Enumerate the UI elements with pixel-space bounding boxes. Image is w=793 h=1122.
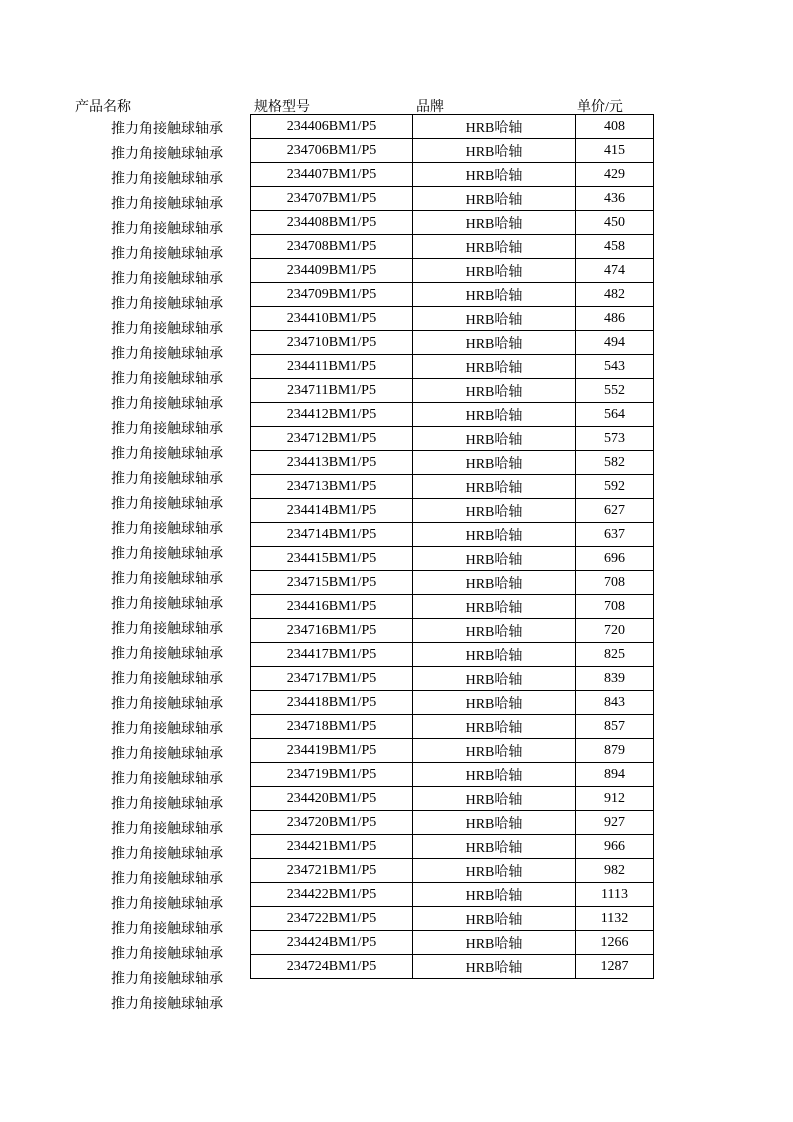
price-cell: 637 bbox=[576, 523, 654, 547]
brand-cell: HRB哈轴 bbox=[413, 379, 576, 403]
brand-cell: HRB哈轴 bbox=[413, 643, 576, 667]
model-cell: 234721BM1/P5 bbox=[251, 859, 413, 883]
model-cell: 234720BM1/P5 bbox=[251, 811, 413, 835]
brand-cell: HRB哈轴 bbox=[413, 259, 576, 283]
product-name-cell: 推力角接触球轴承 bbox=[111, 622, 223, 637]
product-name-cell: 推力角接触球轴承 bbox=[111, 847, 223, 862]
product-name-cell: 推力角接触球轴承 bbox=[111, 372, 223, 387]
brand-cell: HRB哈轴 bbox=[413, 859, 576, 883]
product-name-cell: 推力角接触球轴承 bbox=[111, 447, 223, 462]
model-cell: 234419BM1/P5 bbox=[251, 739, 413, 763]
model-cell: 234712BM1/P5 bbox=[251, 427, 413, 451]
brand-cell: HRB哈轴 bbox=[413, 619, 576, 643]
model-cell: 234417BM1/P5 bbox=[251, 643, 413, 667]
brand-cell: HRB哈轴 bbox=[413, 595, 576, 619]
price-cell: 458 bbox=[576, 235, 654, 259]
price-cell: 879 bbox=[576, 739, 654, 763]
table-row bbox=[251, 451, 654, 475]
price-cell: 474 bbox=[576, 259, 654, 283]
brand-cell: HRB哈轴 bbox=[413, 283, 576, 307]
product-name-cell: 推力角接触球轴承 bbox=[111, 797, 223, 812]
table-row bbox=[251, 115, 654, 139]
table-row bbox=[251, 403, 654, 427]
product-name-cell: 推力角接触球轴承 bbox=[111, 322, 223, 337]
table-row bbox=[251, 379, 654, 403]
price-cell: 582 bbox=[576, 451, 654, 475]
price-cell: 592 bbox=[576, 475, 654, 499]
table-row bbox=[251, 211, 654, 235]
price-cell: 482 bbox=[576, 283, 654, 307]
product-name-cell: 推力角接触球轴承 bbox=[111, 247, 223, 262]
table-row bbox=[251, 427, 654, 451]
brand-cell: HRB哈轴 bbox=[413, 667, 576, 691]
model-cell: 234724BM1/P5 bbox=[251, 955, 413, 979]
brand-cell: HRB哈轴 bbox=[413, 835, 576, 859]
price-cell: 1132 bbox=[576, 907, 654, 931]
table-row bbox=[251, 811, 654, 835]
price-cell: 843 bbox=[576, 691, 654, 715]
brand-cell: HRB哈轴 bbox=[413, 691, 576, 715]
brand-cell: HRB哈轴 bbox=[413, 955, 576, 979]
price-cell: 627 bbox=[576, 499, 654, 523]
table-row bbox=[251, 547, 654, 571]
product-name-cell: 推力角接触球轴承 bbox=[111, 222, 223, 237]
price-table bbox=[250, 114, 654, 979]
table-row bbox=[251, 475, 654, 499]
brand-cell: HRB哈轴 bbox=[413, 307, 576, 331]
model-cell: 234710BM1/P5 bbox=[251, 331, 413, 355]
brand-cell: HRB哈轴 bbox=[413, 811, 576, 835]
product-name-cell: 推力角接触球轴承 bbox=[111, 522, 223, 537]
product-name-cell: 推力角接触球轴承 bbox=[111, 347, 223, 362]
model-cell: 234715BM1/P5 bbox=[251, 571, 413, 595]
brand-cell: HRB哈轴 bbox=[413, 763, 576, 787]
table-row bbox=[251, 883, 654, 907]
table-row bbox=[251, 331, 654, 355]
table-header bbox=[0, 96, 793, 116]
table-row bbox=[251, 667, 654, 691]
brand-cell: HRB哈轴 bbox=[413, 403, 576, 427]
model-cell: 234420BM1/P5 bbox=[251, 787, 413, 811]
model-cell: 234415BM1/P5 bbox=[251, 547, 413, 571]
model-cell: 234413BM1/P5 bbox=[251, 451, 413, 475]
table-row bbox=[251, 787, 654, 811]
brand-cell: HRB哈轴 bbox=[413, 163, 576, 187]
product-name-cell: 推力角接触球轴承 bbox=[111, 472, 223, 487]
product-name-cell: 推力角接触球轴承 bbox=[111, 897, 223, 912]
price-cell: 543 bbox=[576, 355, 654, 379]
table-row bbox=[251, 739, 654, 763]
price-cell: 708 bbox=[576, 571, 654, 595]
price-cell: 552 bbox=[576, 379, 654, 403]
model-cell: 234414BM1/P5 bbox=[251, 499, 413, 523]
table-row bbox=[251, 283, 654, 307]
price-cell: 564 bbox=[576, 403, 654, 427]
table-row bbox=[251, 715, 654, 739]
model-cell: 234412BM1/P5 bbox=[251, 403, 413, 427]
brand-cell: HRB哈轴 bbox=[413, 907, 576, 931]
price-cell: 1266 bbox=[576, 931, 654, 955]
model-cell: 234708BM1/P5 bbox=[251, 235, 413, 259]
header-price: 单价/元 bbox=[577, 100, 623, 115]
table-row bbox=[251, 643, 654, 667]
price-cell: 982 bbox=[576, 859, 654, 883]
table-row bbox=[251, 259, 654, 283]
model-cell: 234707BM1/P5 bbox=[251, 187, 413, 211]
brand-cell: HRB哈轴 bbox=[413, 187, 576, 211]
price-cell: 927 bbox=[576, 811, 654, 835]
price-cell: 1113 bbox=[576, 883, 654, 907]
brand-cell: HRB哈轴 bbox=[413, 931, 576, 955]
product-name-column bbox=[0, 114, 250, 1014]
product-name-cell: 推力角接触球轴承 bbox=[111, 147, 223, 162]
brand-cell: HRB哈轴 bbox=[413, 523, 576, 547]
model-cell: 234422BM1/P5 bbox=[251, 883, 413, 907]
table-row bbox=[251, 499, 654, 523]
price-cell: 429 bbox=[576, 163, 654, 187]
table-row bbox=[251, 835, 654, 859]
brand-cell: HRB哈轴 bbox=[413, 115, 576, 139]
table-row bbox=[251, 859, 654, 883]
price-cell: 857 bbox=[576, 715, 654, 739]
product-name-cell: 推力角接触球轴承 bbox=[111, 947, 223, 962]
price-cell: 1287 bbox=[576, 955, 654, 979]
product-name-cell: 推力角接触球轴承 bbox=[111, 197, 223, 212]
price-cell: 486 bbox=[576, 307, 654, 331]
model-cell: 234421BM1/P5 bbox=[251, 835, 413, 859]
table-row bbox=[251, 571, 654, 595]
product-name-cell: 推力角接触球轴承 bbox=[111, 997, 223, 1012]
table-row bbox=[251, 355, 654, 379]
product-name-cell: 推力角接触球轴承 bbox=[111, 972, 223, 987]
table-row bbox=[251, 931, 654, 955]
table-row bbox=[251, 139, 654, 163]
price-cell: 450 bbox=[576, 211, 654, 235]
price-cell: 573 bbox=[576, 427, 654, 451]
model-cell: 234418BM1/P5 bbox=[251, 691, 413, 715]
brand-cell: HRB哈轴 bbox=[413, 499, 576, 523]
model-cell: 234408BM1/P5 bbox=[251, 211, 413, 235]
price-cell: 708 bbox=[576, 595, 654, 619]
product-name-cell: 推力角接触球轴承 bbox=[111, 647, 223, 662]
product-name-cell: 推力角接触球轴承 bbox=[111, 597, 223, 612]
price-cell: 436 bbox=[576, 187, 654, 211]
table-row bbox=[251, 523, 654, 547]
product-name-cell: 推力角接触球轴承 bbox=[111, 872, 223, 887]
table-row bbox=[251, 619, 654, 643]
brand-cell: HRB哈轴 bbox=[413, 571, 576, 595]
brand-cell: HRB哈轴 bbox=[413, 715, 576, 739]
brand-cell: HRB哈轴 bbox=[413, 475, 576, 499]
product-name-cell: 推力角接触球轴承 bbox=[111, 547, 223, 562]
product-name-cell: 推力角接触球轴承 bbox=[111, 922, 223, 937]
model-cell: 234706BM1/P5 bbox=[251, 139, 413, 163]
product-name-cell: 推力角接触球轴承 bbox=[111, 772, 223, 787]
table-row bbox=[251, 763, 654, 787]
table-row bbox=[251, 235, 654, 259]
table-row bbox=[251, 595, 654, 619]
model-cell: 234409BM1/P5 bbox=[251, 259, 413, 283]
header-product-name: 产品名称 bbox=[75, 100, 131, 115]
price-cell: 966 bbox=[576, 835, 654, 859]
price-cell: 494 bbox=[576, 331, 654, 355]
product-name-cell: 推力角接触球轴承 bbox=[111, 747, 223, 762]
product-name-cell: 推力角接触球轴承 bbox=[111, 672, 223, 687]
model-cell: 234722BM1/P5 bbox=[251, 907, 413, 931]
brand-cell: HRB哈轴 bbox=[413, 547, 576, 571]
model-cell: 234416BM1/P5 bbox=[251, 595, 413, 619]
model-cell: 234718BM1/P5 bbox=[251, 715, 413, 739]
price-cell: 839 bbox=[576, 667, 654, 691]
model-cell: 234713BM1/P5 bbox=[251, 475, 413, 499]
brand-cell: HRB哈轴 bbox=[413, 739, 576, 763]
table-row bbox=[251, 187, 654, 211]
brand-cell: HRB哈轴 bbox=[413, 331, 576, 355]
brand-cell: HRB哈轴 bbox=[413, 427, 576, 451]
product-name-cell: 推力角接触球轴承 bbox=[111, 297, 223, 312]
model-cell: 234714BM1/P5 bbox=[251, 523, 413, 547]
header-model: 规格型号 bbox=[254, 100, 310, 115]
product-name-cell: 推力角接触球轴承 bbox=[111, 822, 223, 837]
model-cell: 234411BM1/P5 bbox=[251, 355, 413, 379]
product-name-cell: 推力角接触球轴承 bbox=[111, 572, 223, 587]
model-cell: 234424BM1/P5 bbox=[251, 931, 413, 955]
model-cell: 234709BM1/P5 bbox=[251, 283, 413, 307]
brand-cell: HRB哈轴 bbox=[413, 235, 576, 259]
model-cell: 234406BM1/P5 bbox=[251, 115, 413, 139]
product-name-cell: 推力角接触球轴承 bbox=[111, 422, 223, 437]
model-cell: 234716BM1/P5 bbox=[251, 619, 413, 643]
model-cell: 234719BM1/P5 bbox=[251, 763, 413, 787]
table-row bbox=[251, 907, 654, 931]
price-cell: 696 bbox=[576, 547, 654, 571]
price-cell: 408 bbox=[576, 115, 654, 139]
product-name-cell: 推力角接触球轴承 bbox=[111, 497, 223, 512]
product-name-cell: 推力角接触球轴承 bbox=[111, 397, 223, 412]
model-cell: 234717BM1/P5 bbox=[251, 667, 413, 691]
price-cell: 912 bbox=[576, 787, 654, 811]
product-name-cell: 推力角接触球轴承 bbox=[111, 122, 223, 137]
price-cell: 720 bbox=[576, 619, 654, 643]
price-cell: 415 bbox=[576, 139, 654, 163]
price-cell: 825 bbox=[576, 643, 654, 667]
product-name-cell: 推力角接触球轴承 bbox=[111, 722, 223, 737]
header-brand: 品牌 bbox=[416, 100, 444, 115]
product-name-cell: 推力角接触球轴承 bbox=[111, 172, 223, 187]
brand-cell: HRB哈轴 bbox=[413, 451, 576, 475]
model-cell: 234410BM1/P5 bbox=[251, 307, 413, 331]
model-cell: 234407BM1/P5 bbox=[251, 163, 413, 187]
product-name-cell: 推力角接触球轴承 bbox=[111, 272, 223, 287]
brand-cell: HRB哈轴 bbox=[413, 883, 576, 907]
brand-cell: HRB哈轴 bbox=[413, 211, 576, 235]
product-name-cell: 推力角接触球轴承 bbox=[111, 697, 223, 712]
table-row bbox=[251, 955, 654, 979]
table-row bbox=[251, 307, 654, 331]
model-cell: 234711BM1/P5 bbox=[251, 379, 413, 403]
price-cell: 894 bbox=[576, 763, 654, 787]
brand-cell: HRB哈轴 bbox=[413, 787, 576, 811]
table-row bbox=[251, 691, 654, 715]
brand-cell: HRB哈轴 bbox=[413, 139, 576, 163]
table-row bbox=[251, 163, 654, 187]
brand-cell: HRB哈轴 bbox=[413, 355, 576, 379]
